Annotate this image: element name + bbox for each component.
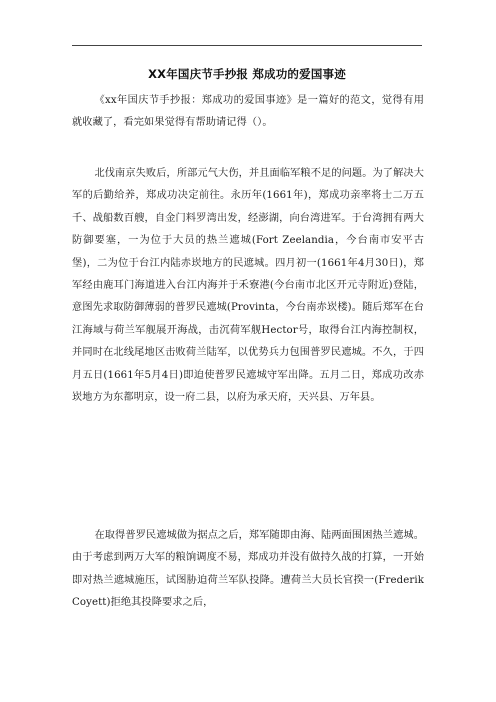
intro-paragraph: 《xx年国庆节手抄报：郑成功的爱国事迹》是一篇好的范文，觉得有用就收藏了，看完如果觉得有帮助请记得（）。 <box>72 95 424 129</box>
document-title: XX年国庆节手抄报 郑成功的爱国事迹 <box>148 67 346 81</box>
body-paragraph-1: 北伐南京失败后，所部元气大伤，并且面临军粮不足的问题。为了解决大军的后勤给养，郑成功决定前往。永历年(1661年)，郑成功亲率将士二万五千、战船数百艘，自金门料罗湾出发，经澎湖，向台湾进军。于台湾拥有两大防御要塞，一为位于大员的热兰遮城(Fort Zeelandia，今台南市安平古堡)，二为位于台江内陆赤崁地方的民遮城。四月初一(1661年4月30日)，郑军经由鹿耳门海道进入台江内海并于禾寮港(今台南市北区开元寺附近)登陆，意图先求取防御薄弱的普罗民遮城(Provinta，今台南赤崁楼)。随后郑军在台江海域与荷兰军舰展开海战，击沉荷军舰Hector号，取得台江内海控制权，并同时在北线尾地区击败荷兰陆军，以优势兵力包围普罗民遮城。不久，于四月五日(1661年5月4日)即迫使普罗民遮城守军出降。五月二日，郑成功改赤崁地方为东都明京，设一府二县，以府为承天府，天兴县、万年县。 <box>72 168 424 404</box>
body-paragraph-2: 在取得普罗民遮城做为据点之后，郑军随即由海、陆两面围困热兰遮城。由于考虑到两万大军的粮饷调度不易，郑成功并没有做持久战的打算，一开始即对热兰遮城施压，试图胁迫荷兰军队投降。遭荷兰大员长官揆一(Frederik Coyett)拒绝其投降要求之后， <box>72 530 424 609</box>
header-rule <box>72 45 422 46</box>
